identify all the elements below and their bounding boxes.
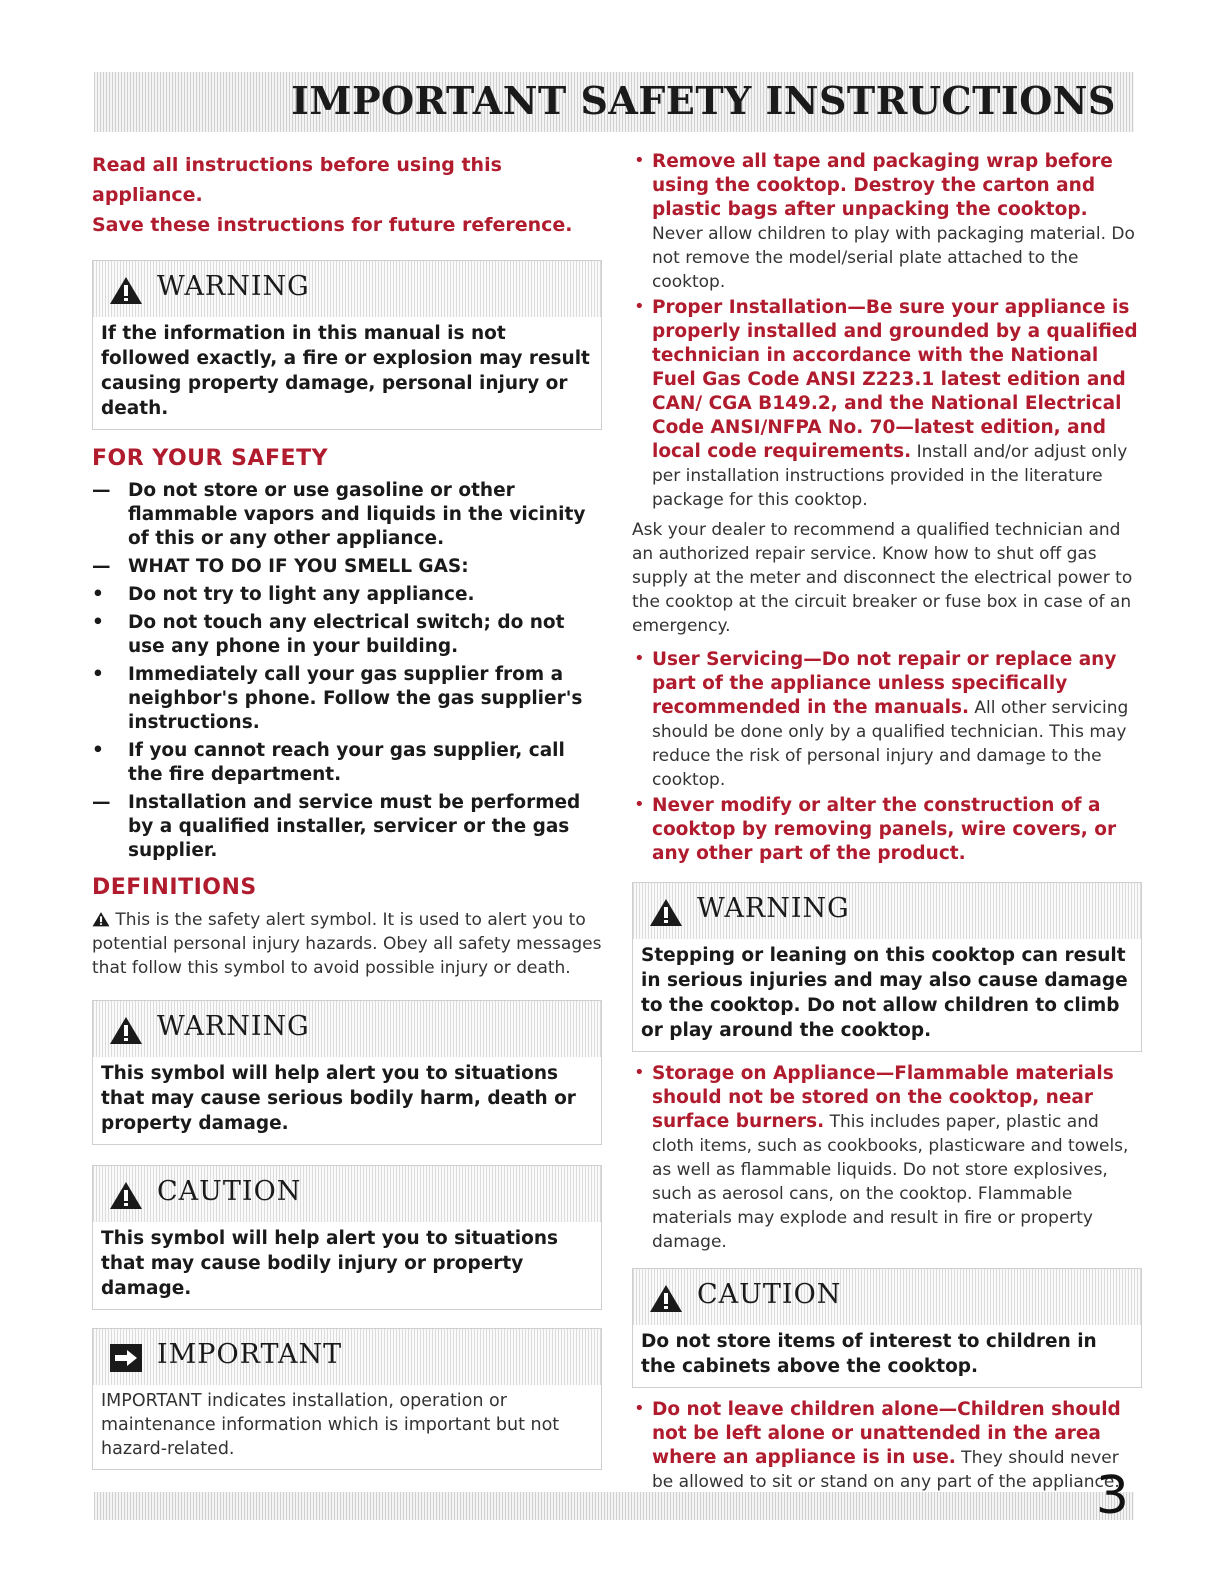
warning-text: Stepping or leaning on this cooktop can result in serious injuries and may also cause damage to the cooktop. Do not allow children to climb or play around the cooktop. [641,945,1128,1041]
list-item: • User Servicing—Do not repair or replace any part of the appliance unless specifically recommended in the manuals. All other servicing should be done only by a qualified technician. This may reduce the risk of personal injury and damage to the cooktop. [634,648,1129,790]
warning-box-fire [92,260,602,430]
right-list-mid [632,648,1142,866]
definitions-heading: DEFINITIONS [92,875,257,900]
important-box [92,1328,602,1470]
warning-box-cooktop [632,882,1142,1052]
list-item: — WHAT TO DO IF YOU SMELL GAS: [92,556,469,577]
safety-alert-icon [109,1015,143,1045]
page-number: 3 [1095,1466,1129,1526]
list-item: • Remove all tape and packaging wrap before using the cooktop. Destroy the carton and plastic bags after unpacking the cooktop. Never allow children to play with packaging material. Do not remove the model/serial plate attached to the cooktop. [634,150,1135,292]
for-your-safety-heading: FOR YOUR SAFETY [92,446,329,471]
list-item: — Do not store or use gasoline or other flammable vapors and liquids in the vicinity of this or any other appliance. [92,480,586,549]
list-item: • Do not touch any electrical switch; do not use any phone in your building. [92,612,565,657]
caution-box-cabinets [632,1268,1142,1388]
arrow-right-icon [109,1343,143,1373]
children-list [632,1398,1142,1494]
safety-alert-icon [109,1180,143,1210]
caution-box-header [633,1269,1141,1325]
warning-box-header [93,261,601,317]
important-text: IMPORTANT indicates installation, operation or maintenance information which is important but not hazard-related. [101,1391,560,1459]
warning-box-header [633,883,1141,939]
list-item: — Installation and service must be performed by a qualified installer, servicer or the gas supplier. [92,792,581,861]
title-banner [94,72,1134,132]
right-column [632,150,1142,1496]
definitions-text: This is the safety alert symbol. It is used to alert you to potential personal injury hazards. Obey all safety messages that follow this symbol to avoid possible injury or death. [92,910,602,978]
caution-text: Do not store items of interest to children in the cabinets above the cooktop. [641,1331,1097,1377]
footer-banner [94,1492,1134,1520]
right-list-top [632,150,1142,512]
list-item: • Storage on Appliance—Flammable materials should not be stored on the cooktop, near surface burners. This includes paper, plastic and cloth items, such as cookbooks, plasticware and towels, as well as flammable liquids. Do not store explosives, such as aerosol cans, on the cooktop. Flammable materials may explode and result in fire or property damage. [634,1062,1129,1252]
caution-text: This symbol will help alert you to situations that may cause bodily injury or property damage. [101,1228,559,1299]
warning-label: WARNING [697,893,850,924]
safety-list [92,479,602,863]
storage-list [632,1062,1142,1254]
important-label: IMPORTANT [157,1339,343,1370]
left-column [92,150,602,1470]
dealer-paragraph: Ask your dealer to recommend a qualified technician and an authorized repair service. Know how to shut off gas supply at the meter and disconnect the electrical power to the cooktop at the circuit breaker or fuse box in case of an emergency. [632,520,1133,636]
warning-box-definition [92,1000,602,1145]
safety-alert-icon [649,1283,683,1313]
list-item: • Proper Installation—Be sure your appliance is properly installed and grounded by a qualified technician in accordance with the National Fuel Gas Code ANSI Z223.1 latest edition and CAN/ CGA B149.2, and the National Electrical Code ANSI/NFPA No. 70—latest edition, and local code requirements. Install and/or adjust only per installation instructions provided in the literature package for this cooktop. [634,296,1138,510]
caution-box-header [93,1166,601,1222]
safety-alert-icon [109,275,143,305]
safety-alert-icon [92,911,110,927]
list-item: • Do not try to light any appliance. [92,584,475,605]
safety-alert-icon [649,897,683,927]
important-box-header [93,1329,601,1385]
warning-label: WARNING [157,1011,310,1042]
warning-box-header [93,1001,601,1057]
intro-read: Read all instructions before using this appliance. [92,154,502,206]
list-item: • Immediately call your gas supplier from a neighbor's phone. Follow the gas supplier's instructions. [92,664,583,733]
list-item: • Do not leave children alone—Children should not be left alone or unattended in the area where an appliance is in use. They should never be allowed to sit or stand on any part of the appliance. [634,1398,1121,1492]
list-item: • If you cannot reach your gas supplier, call the fire department. [92,740,565,785]
warning-label: WARNING [157,271,310,302]
caution-label: CAUTION [697,1279,842,1310]
intro-save: Save these instructions for future reference. [92,214,573,236]
caution-box-definition [92,1165,602,1310]
page-title: IMPORTANT SAFETY INSTRUCTIONS [291,78,1116,123]
warning-text: This symbol will help alert you to situations that may cause serious bodily harm, death or property damage. [101,1063,576,1134]
caution-label: CAUTION [157,1176,302,1207]
list-item: • Never modify or alter the construction of a cooktop by removing panels, wire covers, or any other part of the product. [634,794,1117,864]
warning-text: If the information in this manual is not followed exactly, a fire or explosion may result causing property damage, personal injury or death. [101,323,590,419]
